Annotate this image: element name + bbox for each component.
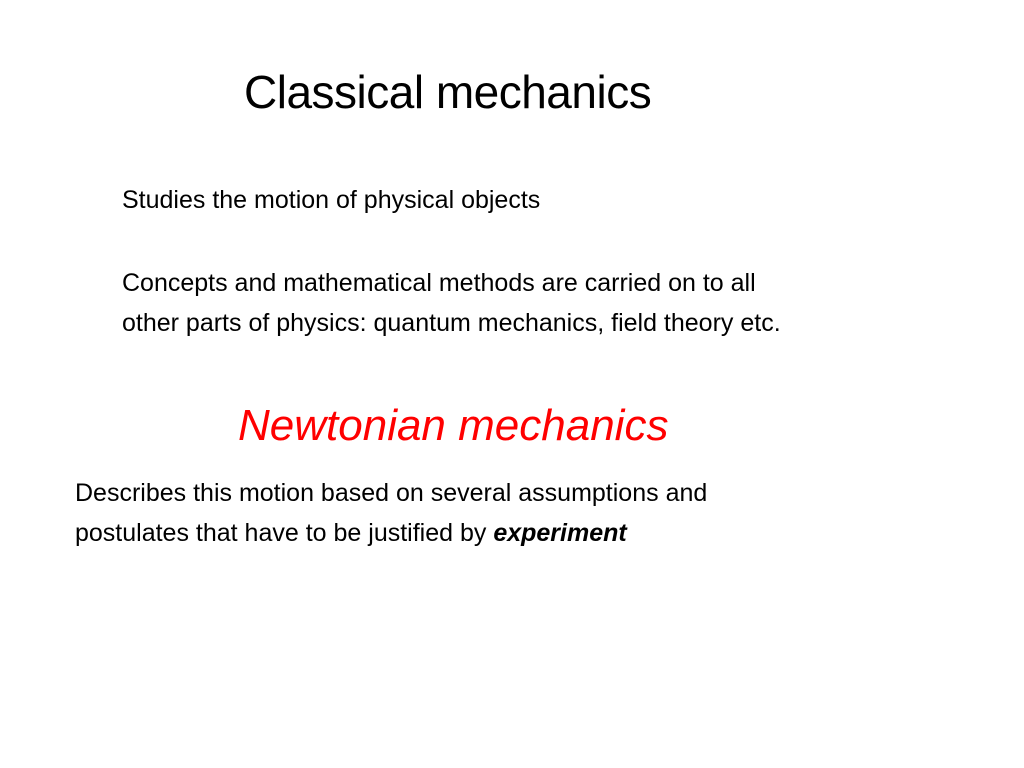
emphasized-word: experiment (493, 519, 627, 547)
paragraph-line: Studies the motion of physical objects (122, 186, 541, 214)
paragraph-describes-motion (75, 473, 707, 553)
slide-title: Classical mechanics (244, 66, 652, 118)
paragraph-line (75, 513, 707, 553)
paragraph-line-text: postulates that have to be justified by (75, 519, 494, 547)
paragraph-line: Describes this motion based on several assumptions and (75, 479, 708, 507)
paragraph-concepts-methods (122, 263, 781, 343)
paragraph-line: Concepts and mathematical methods are carried on to all (122, 269, 756, 297)
section-subtitle: Newtonian mechanics (238, 401, 669, 450)
paragraph-line: other parts of physics: quantum mechanics, field theory etc. (122, 309, 781, 337)
paragraph-studies-motion (122, 180, 540, 220)
